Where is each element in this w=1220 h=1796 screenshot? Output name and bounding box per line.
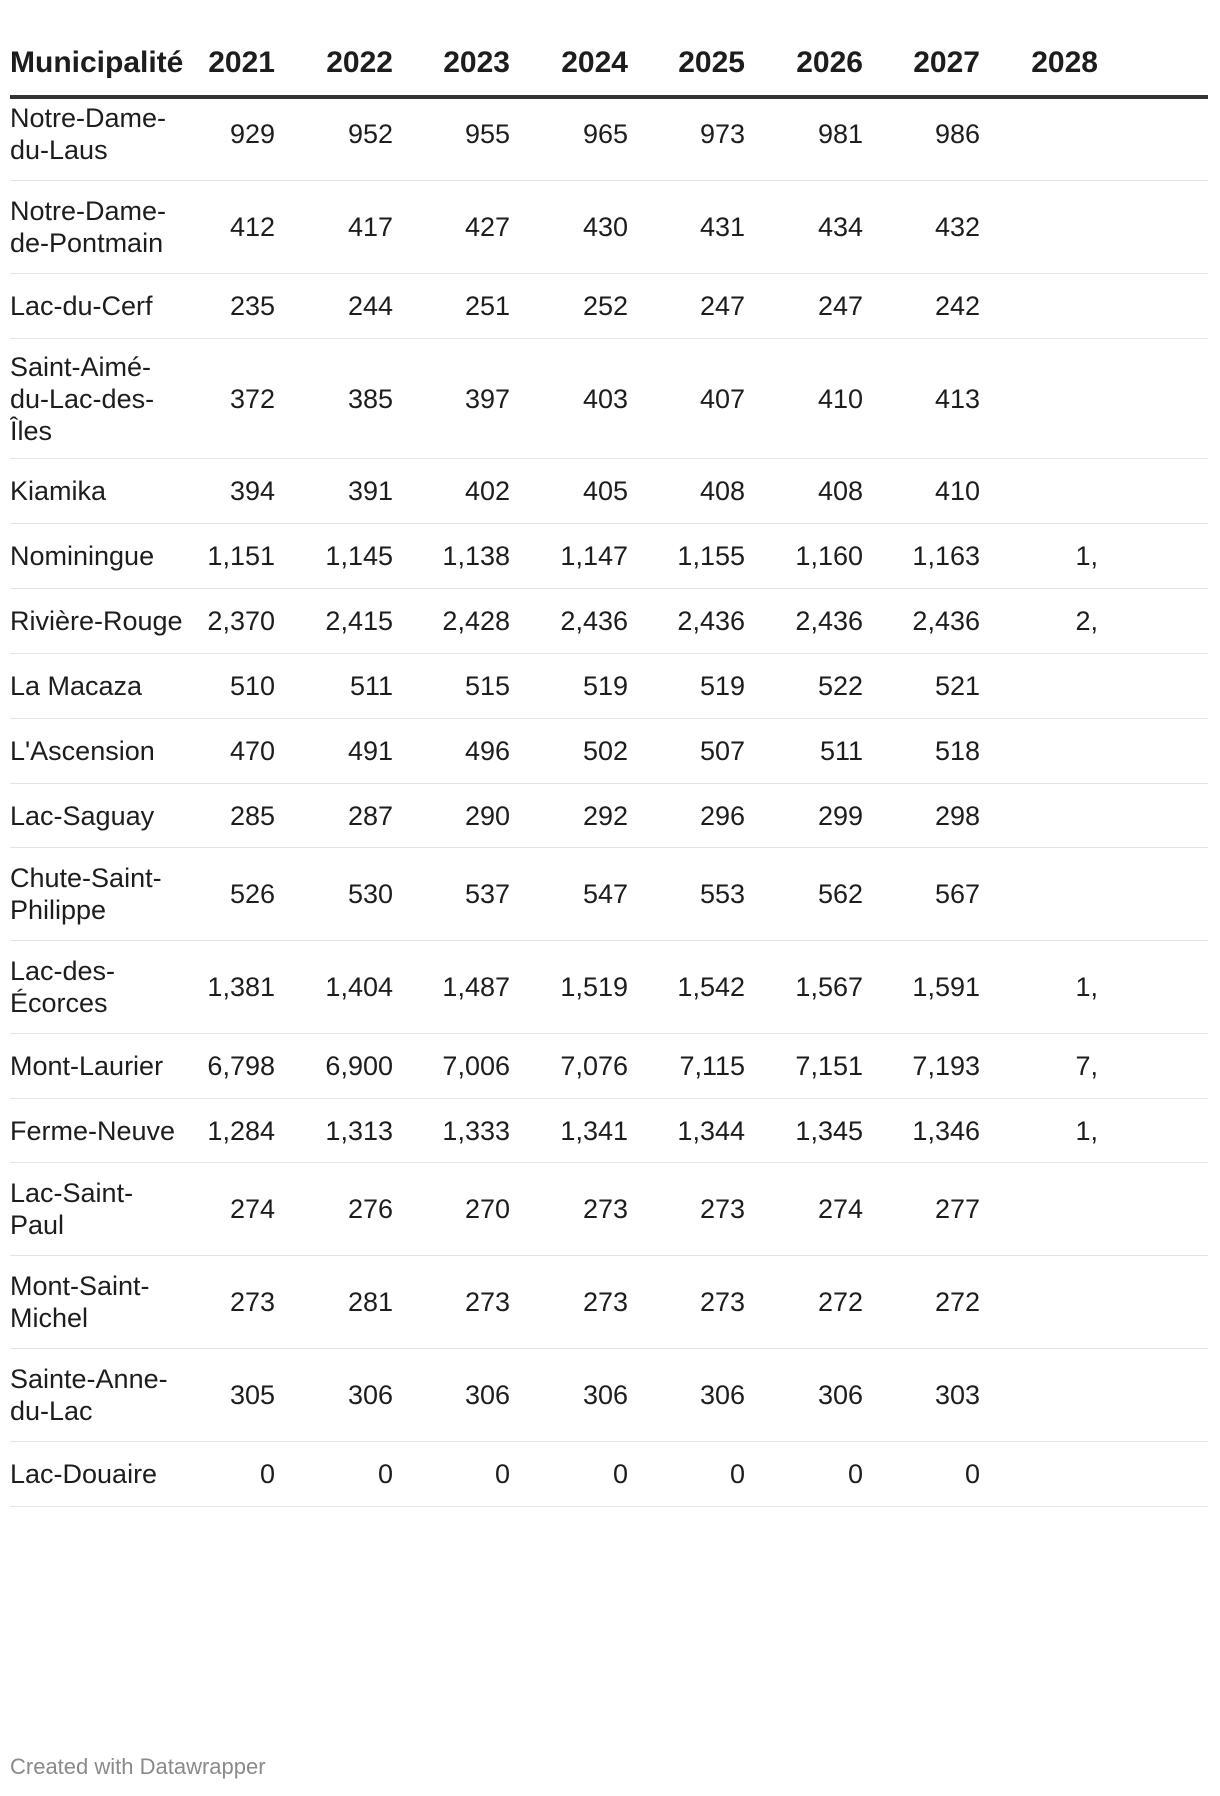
value-cell-2025: 2,436 [677, 606, 745, 636]
table-row [10, 848, 1208, 941]
table-row [10, 459, 1208, 524]
value-cell-2025: 306 [699, 1380, 745, 1410]
value-cell-2021: 0 [259, 1459, 275, 1489]
value-cell-2021: 1,381 [207, 972, 275, 1002]
value-cell-2027: 432 [934, 212, 980, 242]
value-cell-2027: 242 [934, 291, 980, 321]
value-cell-2025: 0 [729, 1459, 745, 1489]
value-cell-2022: 491 [347, 736, 393, 766]
value-cell-2022: 1,145 [325, 541, 393, 571]
value-cell-2025: 1,155 [677, 541, 745, 571]
value-cell-2021: 305 [229, 1380, 275, 1410]
value-cell-2027: 1,591 [912, 972, 980, 1002]
table-row [10, 274, 1208, 339]
value-cell-2026: 247 [817, 291, 863, 321]
column-header-2022[interactable]: 2022 [326, 46, 393, 79]
value-cell-2022: 287 [347, 800, 393, 831]
value-cell-2023: 402 [464, 476, 510, 506]
value-cell-2026: 1,345 [795, 1115, 863, 1146]
value-cell-2023: 1,487 [442, 972, 510, 1002]
value-cell-2025: 519 [699, 671, 745, 701]
value-cell-2021: 412 [229, 212, 275, 242]
column-header-2021[interactable]: 2021 [208, 46, 275, 79]
value-cell-2027: 410 [934, 476, 980, 506]
municipality-name: Saint-Aimé-du-Lac-des-Îles [10, 351, 155, 446]
table-row [10, 88, 1208, 181]
value-cell-2026: 272 [817, 1287, 863, 1317]
value-cell-2022: 417 [347, 212, 393, 242]
value-cell-2025: 431 [699, 212, 745, 242]
table-row [10, 941, 1208, 1034]
value-cell-2022: 1,404 [325, 972, 393, 1002]
value-cell-2024: 1,519 [560, 972, 628, 1002]
value-cell-2026: 0 [847, 1459, 863, 1489]
value-cell-2025: 273 [699, 1287, 745, 1317]
value-cell-2021: 1,151 [207, 541, 275, 571]
value-cell-2022: 385 [347, 383, 393, 414]
column-header-2024[interactable]: 2024 [561, 46, 628, 79]
table-header [10, 0, 1208, 99]
table-row [10, 1034, 1208, 1099]
value-cell-2024: 403 [582, 383, 628, 414]
value-cell-2024: 1,341 [560, 1115, 628, 1146]
value-cell-2022: 511 [349, 671, 393, 701]
value-cell-2027: 567 [934, 879, 980, 909]
municipality-name: L'Ascension [10, 736, 155, 766]
municipality-name: Mont-Laurier [10, 1051, 164, 1081]
value-cell-2025: 273 [699, 1194, 745, 1224]
value-cell-2021: 470 [229, 736, 275, 766]
value-cell-2023: 1,138 [442, 541, 510, 571]
value-cell-2023: 537 [464, 879, 510, 909]
value-cell-2022: 306 [347, 1380, 393, 1410]
value-cell-2024: 547 [582, 879, 628, 909]
value-cell-2021: 273 [229, 1287, 275, 1317]
table-row [10, 1256, 1208, 1349]
value-cell-2028: 2, [1075, 606, 1098, 636]
municipality-name: Lac-Douaire [10, 1459, 158, 1489]
value-cell-2023: 2,428 [442, 606, 510, 636]
table-row [10, 654, 1208, 719]
value-cell-2025: 408 [699, 476, 745, 506]
value-cell-2025: 407 [699, 383, 745, 414]
value-cell-2024: 7,076 [560, 1051, 628, 1081]
value-cell-2022: 2,415 [325, 606, 393, 636]
value-cell-2024: 1,147 [560, 541, 628, 571]
value-cell-2021: 394 [229, 476, 275, 506]
value-cell-2028: 1, [1075, 1115, 1098, 1146]
value-cell-2021: 6,798 [207, 1051, 275, 1081]
value-cell-2021: 929 [229, 119, 275, 149]
value-cell-2026: 434 [817, 212, 863, 242]
value-cell-2026: 408 [817, 476, 863, 506]
value-cell-2028: 1, [1075, 972, 1098, 1002]
value-cell-2025: 973 [699, 119, 745, 149]
municipality-name: Mont-Saint-Michel [10, 1271, 150, 1333]
table-row [10, 1442, 1208, 1507]
value-cell-2026: 410 [817, 383, 863, 414]
value-cell-2024: 273 [582, 1194, 628, 1224]
value-cell-2024: 0 [612, 1459, 628, 1489]
municipality-name: Notre-Dame-de-Pontmain [10, 196, 167, 258]
datawrapper-credit[interactable]: Created with Datawrapper [10, 1754, 266, 1779]
value-cell-2022: 391 [347, 476, 393, 506]
value-cell-2026: 306 [817, 1380, 863, 1410]
value-cell-2021: 526 [229, 879, 275, 909]
value-cell-2027: 521 [934, 671, 980, 701]
municipality-name: Kiamika [10, 476, 107, 506]
value-cell-2023: 273 [464, 1287, 510, 1317]
table-row [10, 524, 1208, 589]
value-cell-2026: 562 [817, 879, 863, 909]
data-table [10, 0, 1208, 1740]
table-row [10, 784, 1208, 848]
table-row [10, 181, 1208, 274]
value-cell-2023: 290 [464, 800, 510, 831]
value-cell-2028: 7, [1075, 1051, 1098, 1081]
value-cell-2022: 244 [347, 291, 393, 321]
value-cell-2022: 6,900 [325, 1051, 393, 1081]
column-header-2026[interactable]: 2026 [796, 46, 863, 79]
value-cell-2026: 2,436 [795, 606, 863, 636]
value-cell-2022: 1,313 [325, 1115, 393, 1146]
table-row [10, 1349, 1208, 1442]
column-header-municipalite[interactable]: Municipalité [10, 46, 184, 79]
column-header-2027[interactable]: 2027 [913, 46, 980, 79]
column-header-2025[interactable]: 2025 [678, 46, 745, 79]
value-cell-2027: 518 [934, 736, 980, 766]
value-cell-2024: 273 [582, 1287, 628, 1317]
value-cell-2023: 7,006 [442, 1051, 510, 1081]
value-cell-2022: 276 [347, 1194, 393, 1224]
value-cell-2026: 7,151 [795, 1051, 863, 1081]
value-cell-2023: 397 [464, 383, 510, 414]
value-cell-2026: 299 [817, 800, 863, 831]
value-cell-2023: 496 [464, 736, 510, 766]
municipality-name: Sainte-Anne-du-Lac [10, 1364, 168, 1426]
column-header-2028[interactable]: 2028 [1031, 46, 1098, 79]
municipality-name: Nominingue [10, 541, 155, 571]
value-cell-2023: 955 [464, 119, 510, 149]
value-cell-2024: 252 [582, 291, 628, 321]
value-cell-2023: 0 [494, 1459, 510, 1489]
municipality-name: Lac-Saguay [10, 800, 155, 831]
value-cell-2021: 274 [229, 1194, 275, 1224]
column-header-2023[interactable]: 2023 [443, 46, 510, 79]
value-cell-2027: 303 [934, 1380, 980, 1410]
value-cell-2021: 235 [229, 291, 275, 321]
value-cell-2024: 292 [582, 800, 628, 831]
value-cell-2024: 2,436 [560, 606, 628, 636]
value-cell-2027: 272 [934, 1287, 980, 1317]
value-cell-2022: 952 [347, 119, 393, 149]
municipality-name: Lac-Saint-Paul [10, 1178, 134, 1240]
value-cell-2021: 510 [229, 671, 275, 701]
value-cell-2026: 274 [817, 1194, 863, 1224]
value-cell-2027: 2,436 [912, 606, 980, 636]
municipality-name: Notre-Dame-du-Laus [10, 103, 167, 165]
value-cell-2027: 7,193 [912, 1051, 980, 1081]
value-cell-2027: 0 [964, 1459, 980, 1489]
value-cell-2027: 298 [934, 800, 980, 831]
value-cell-2021: 1,284 [207, 1115, 275, 1146]
value-cell-2027: 277 [934, 1194, 980, 1224]
value-cell-2028: 1, [1075, 541, 1098, 571]
value-cell-2024: 519 [582, 671, 628, 701]
value-cell-2021: 285 [229, 800, 275, 831]
municipality-name: Ferme-Neuve [10, 1115, 176, 1146]
value-cell-2025: 247 [699, 291, 745, 321]
value-cell-2026: 511 [819, 736, 863, 766]
table-row [10, 339, 1208, 459]
value-cell-2025: 1,542 [677, 972, 745, 1002]
table-row [10, 719, 1208, 784]
municipality-name: Lac-du-Cerf [10, 291, 153, 321]
table-row [10, 1099, 1208, 1163]
table-row [10, 1163, 1208, 1256]
value-cell-2027: 1,346 [912, 1115, 980, 1146]
value-cell-2023: 251 [464, 291, 510, 321]
municipality-name: Lac-des-Écorces [10, 956, 116, 1018]
table-row [10, 589, 1208, 654]
value-cell-2025: 296 [699, 800, 745, 831]
value-cell-2024: 502 [582, 736, 628, 766]
value-cell-2027: 1,163 [912, 541, 980, 571]
value-cell-2023: 427 [464, 212, 510, 242]
value-cell-2022: 281 [347, 1287, 393, 1317]
value-cell-2024: 430 [582, 212, 628, 242]
value-cell-2025: 1,344 [677, 1115, 745, 1146]
municipality-name: Rivière-Rouge [10, 606, 183, 636]
value-cell-2026: 981 [817, 119, 863, 149]
value-cell-2025: 7,115 [679, 1051, 745, 1081]
municipality-name: Chute-Saint-Philippe [10, 863, 162, 925]
value-cell-2023: 270 [464, 1194, 510, 1224]
value-cell-2027: 413 [934, 383, 980, 414]
value-cell-2025: 553 [699, 879, 745, 909]
value-cell-2025: 507 [699, 736, 745, 766]
value-cell-2021: 372 [229, 383, 275, 414]
value-cell-2026: 522 [817, 671, 863, 701]
value-cell-2023: 1,333 [442, 1115, 510, 1146]
value-cell-2022: 530 [347, 879, 393, 909]
value-cell-2023: 306 [464, 1380, 510, 1410]
value-cell-2026: 1,567 [795, 972, 863, 1002]
value-cell-2023: 515 [464, 671, 510, 701]
value-cell-2024: 965 [582, 119, 628, 149]
value-cell-2027: 986 [934, 119, 980, 149]
value-cell-2021: 2,370 [207, 606, 275, 636]
value-cell-2026: 1,160 [795, 541, 863, 571]
value-cell-2024: 306 [582, 1380, 628, 1410]
value-cell-2024: 405 [582, 476, 628, 506]
value-cell-2022: 0 [377, 1459, 393, 1489]
municipality-name: La Macaza [10, 671, 143, 701]
